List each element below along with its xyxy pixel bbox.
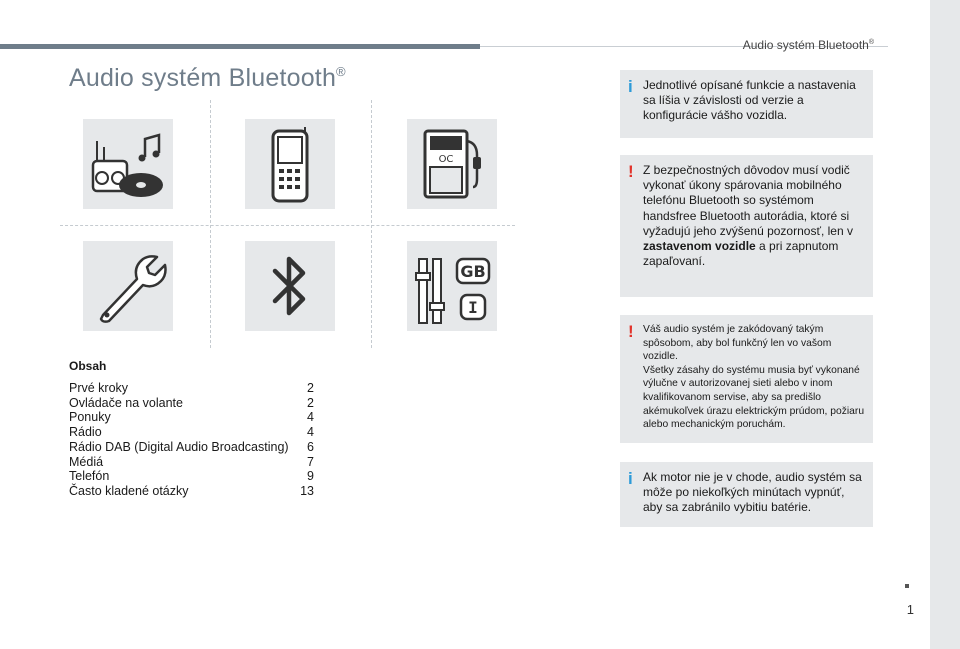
info-note-battery	[620, 462, 873, 527]
toc-item-page: 2	[307, 381, 314, 395]
note-text: Jednotlivé opísané funkcie a nastavenia sa líšia v závislosti od verzie a konfigurácie vášho vozidla.	[643, 78, 856, 123]
toc-item-page: 13	[300, 483, 314, 498]
toc-title: Obsah	[69, 359, 107, 373]
toc-item-label: Rádio	[69, 425, 102, 440]
running-header-mark: ®	[868, 39, 874, 46]
toc-item-page: 4	[307, 425, 314, 440]
grid-divider	[210, 100, 211, 348]
tile-settings[interactable]	[83, 241, 173, 331]
wrench-icon	[87, 245, 169, 327]
toc-item-label: Prvé kroky	[69, 381, 129, 395]
note-text-bold: zastavenom vozidle	[643, 239, 756, 254]
note-text: Váš audio systém je zakódovaný takým spôsobom, aby bol funkčný len vo vašom vozidle.	[643, 324, 832, 363]
warning-icon: !	[628, 322, 634, 341]
mobile-phone-icon	[249, 123, 331, 205]
bluetooth-icon	[249, 245, 331, 327]
toc-item-label: Často kladené otázky	[69, 483, 189, 498]
language-label-i: I	[468, 298, 478, 317]
grid-divider	[371, 100, 372, 348]
page-number: 1	[906, 602, 914, 617]
note-text: a pri zapnutom zapaľovaní.	[643, 239, 839, 269]
toc-item[interactable]	[69, 484, 314, 499]
language-label-gb: GB	[460, 262, 486, 281]
toc-item-page: 7	[307, 454, 314, 469]
warning-icon: !	[628, 162, 634, 181]
header-rule	[0, 44, 480, 49]
note-text: Ak motor nie je v chode, audio systém sa môže po niekoľkých minútach vypnúť, aby sa zabránilo vybitiu batérie.	[643, 470, 862, 515]
table-of-contents	[69, 359, 314, 499]
toc-item[interactable]	[69, 410, 314, 425]
fuel-pump-icon	[411, 123, 493, 205]
running-header	[743, 38, 874, 52]
toc-item-label: Ponuky	[69, 410, 111, 425]
grid-divider	[60, 225, 515, 226]
toc-item-page: 6	[307, 439, 314, 454]
running-header-text: Audio systém Bluetooth	[742, 38, 869, 52]
toc-item-label: Ovládače na volante	[69, 395, 183, 410]
tile-bluetooth[interactable]	[245, 241, 335, 331]
info-icon: i	[628, 469, 633, 488]
page-title-mark: ®	[336, 64, 346, 79]
toc-item[interactable]	[69, 396, 314, 411]
toc-item[interactable]	[69, 425, 314, 440]
toc-item[interactable]	[69, 381, 314, 396]
icon-grid	[60, 100, 515, 350]
footer-marker	[905, 584, 909, 588]
tile-language[interactable]	[407, 241, 497, 331]
toc-item[interactable]	[69, 469, 314, 484]
note-text: Všetky zásahy do systému musia byť vykonané výlučne v autorizovanej sieti alebo v inom kvalifikovanom servise, aby sa predišlo akémukoľvek úrazu elektrickým prúdom, požiaru alebo mechanickým poruchám.	[643, 364, 865, 431]
toc-item-label: Rádio DAB (Digital Audio Broadcasting)	[69, 439, 289, 454]
toc-item-label: Telefón	[69, 469, 110, 484]
warning-note-coding	[620, 315, 873, 443]
note-text: Z bezpečnostných dôvodov musí vodič vykonať úkony spárovania mobilného telefónu Bluetooth so systémom handsfree Bluetooth autorádia, ktoré si vyžadujú jeho zvýšenú pozornosť, len v	[643, 163, 853, 238]
toc-item[interactable]	[69, 455, 314, 470]
tile-phone[interactable]	[245, 119, 335, 209]
page-title-text: Audio systém Bluetooth	[69, 64, 337, 92]
toc-item-label: Médiá	[69, 454, 104, 469]
toc-item[interactable]	[69, 440, 314, 455]
settings-language-icon	[411, 245, 493, 327]
tile-fuel[interactable]	[407, 119, 497, 209]
svg-text:OC: OC	[438, 154, 454, 165]
side-strip	[930, 0, 960, 649]
page-title	[69, 64, 346, 93]
toc-item-page: 9	[307, 469, 314, 484]
info-icon: i	[628, 77, 633, 96]
tile-radio[interactable]	[83, 119, 173, 209]
toc-item-page: 4	[307, 410, 314, 425]
radio-music-icon	[87, 123, 169, 205]
toc-item-page: 2	[307, 395, 314, 410]
info-note-variants	[620, 70, 873, 138]
warning-note-pairing	[620, 155, 873, 297]
